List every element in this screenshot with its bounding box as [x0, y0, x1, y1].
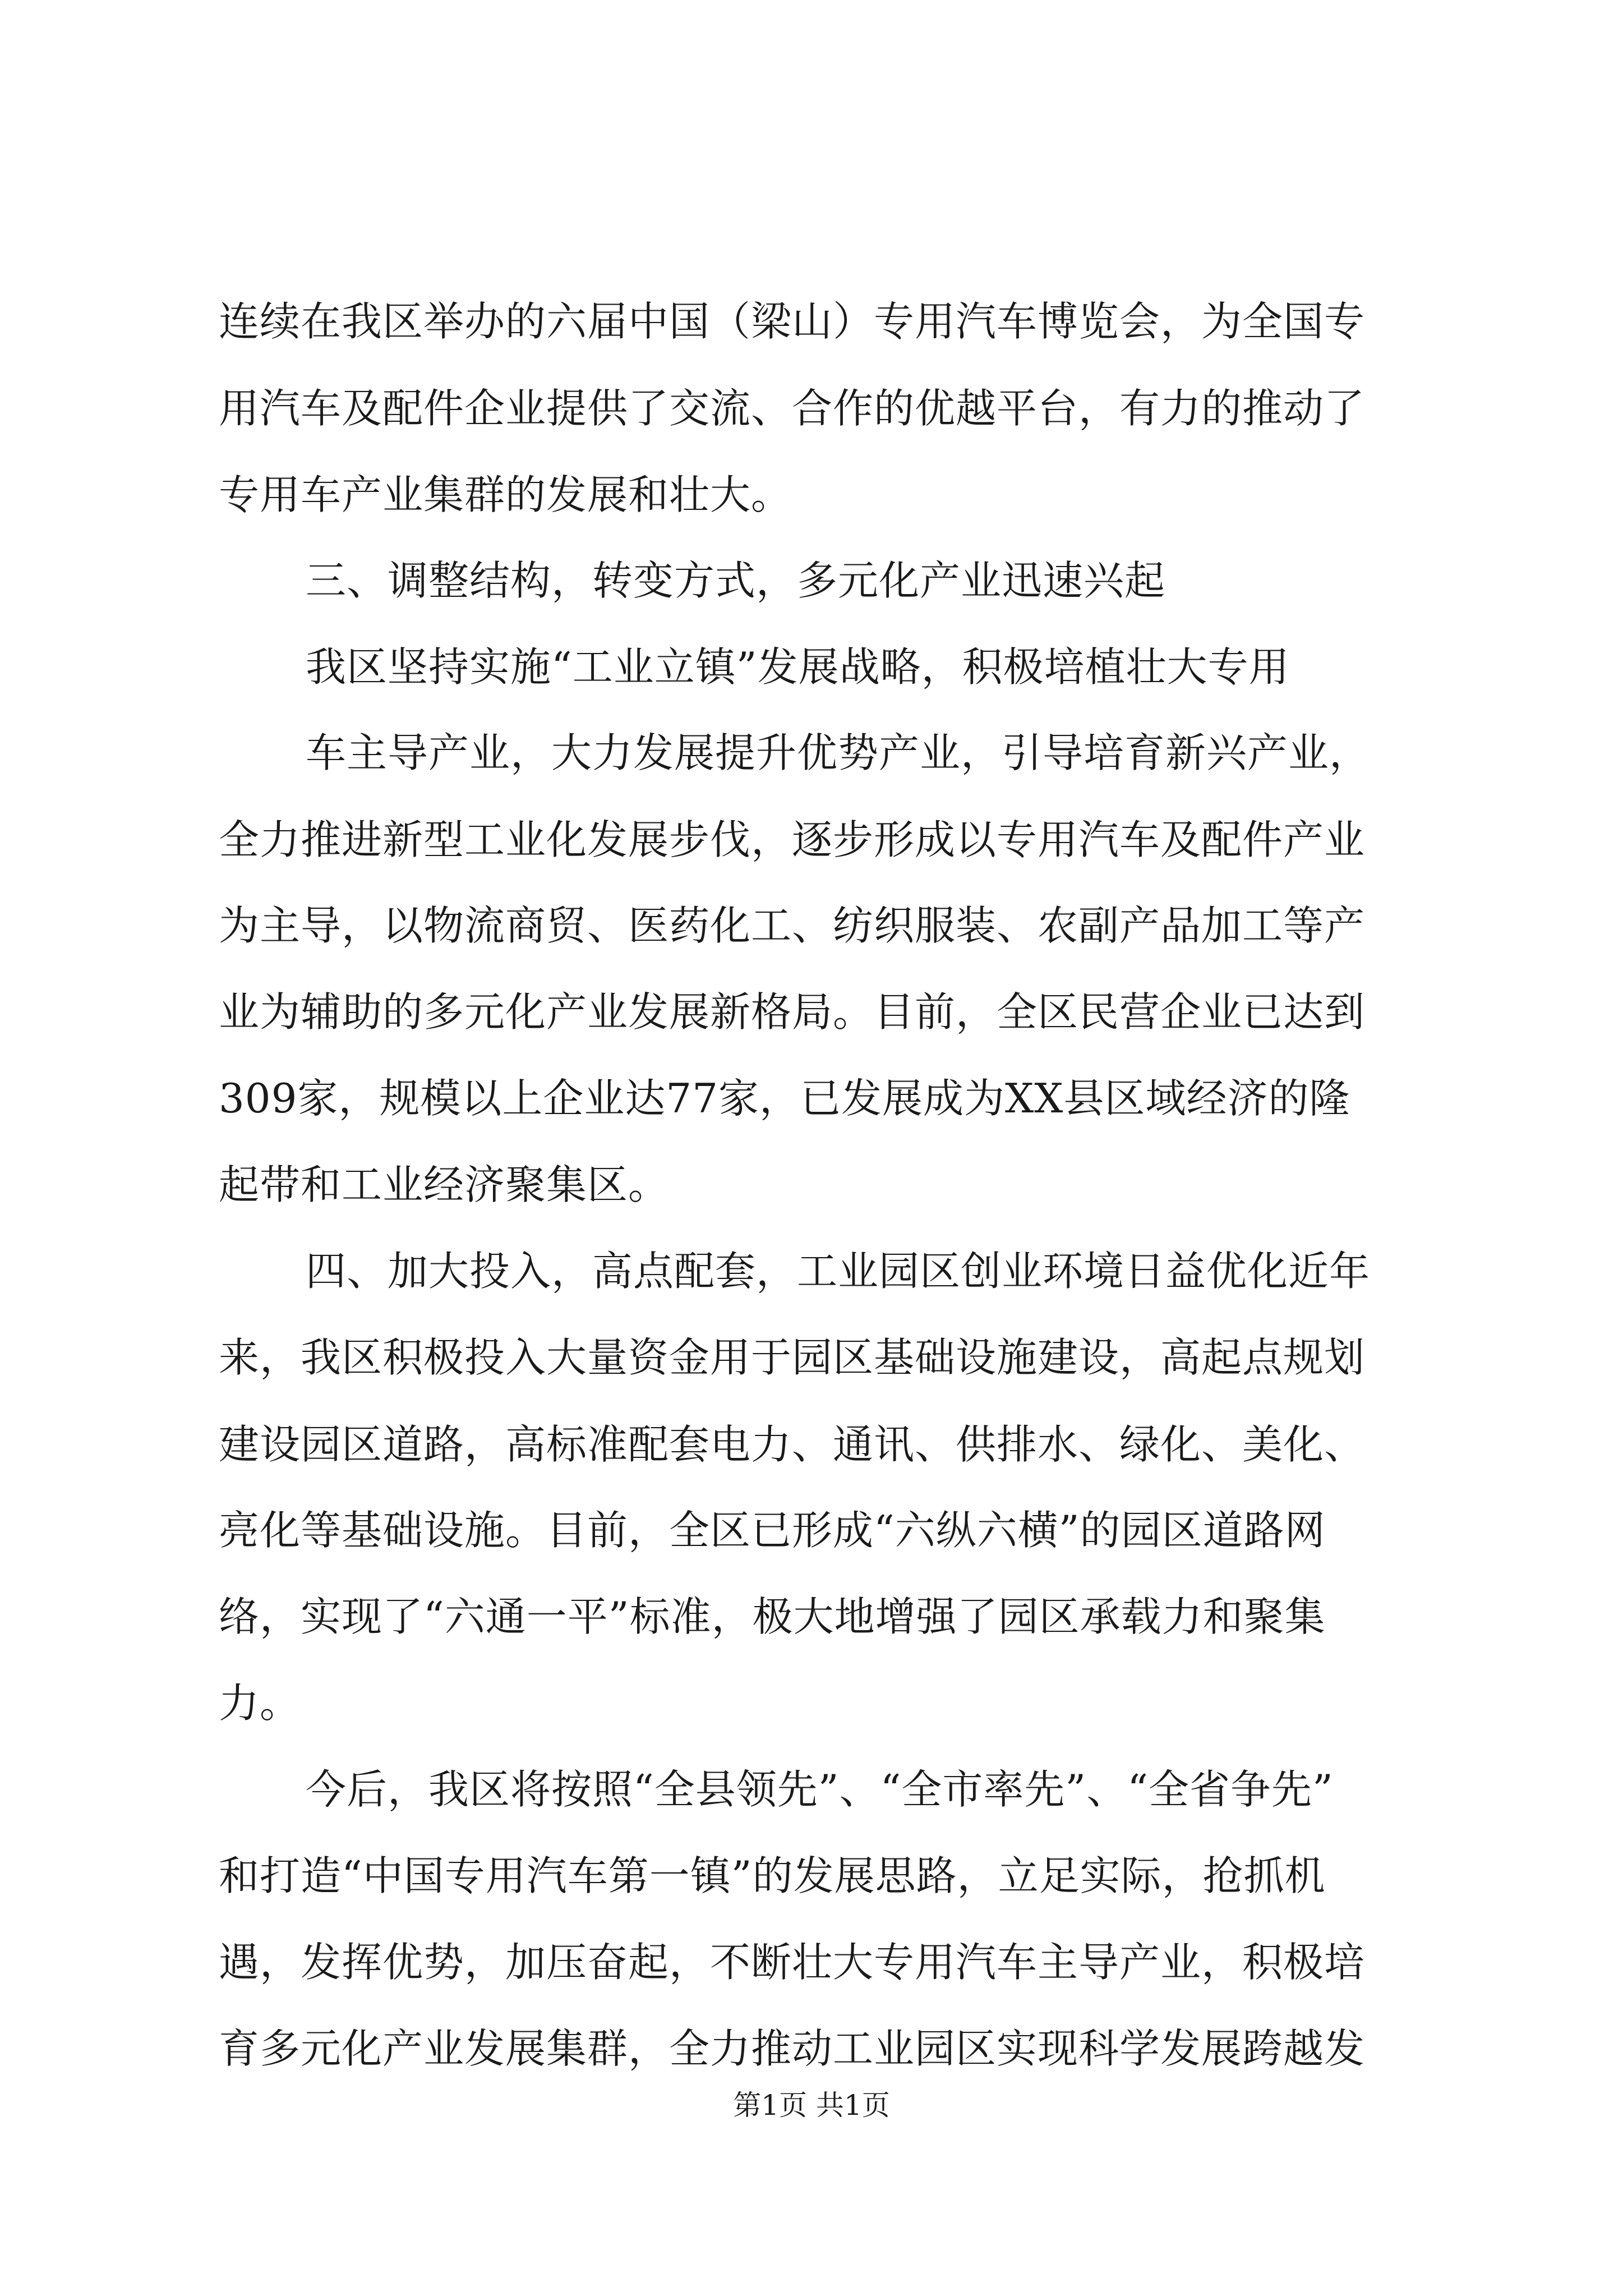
body-text-line: 全力推进新型工业化发展步伐，逐步形成以专用汽车及配件产业 — [219, 816, 1366, 863]
body-text-line: 建设园区道路，高标准配套电力、通讯、供排水、绿化、美化、 — [219, 1421, 1366, 1468]
body-text-line: 力。 — [219, 1680, 301, 1727]
section-heading: 四、加大投入，高点配套，工业园区创业环境日益优化近年 — [306, 1248, 1371, 1295]
body-text-line: 309家，规模以上企业达77家，已发展成为XX县区域经济的隆 — [219, 1075, 1350, 1122]
body-text-line: 车主导产业，大力发展提升优势产业，引导培育新兴产业， — [306, 729, 1371, 776]
body-text-line: 为主导，以物流商贸、医药化工、纺织服装、农副产品加工等产 — [219, 902, 1366, 949]
body-text-line: 和打造“中国专用汽车第一镇”的发展思路，立足实际，抢抓机 — [219, 1852, 1326, 1899]
body-text-line: 专用车产业集群的发展和壮大。 — [219, 471, 792, 518]
body-text-line: 来，我区积极投入大量资金用于园区基础设施建设，高起点规划 — [219, 1334, 1366, 1381]
section-heading: 三、调整结构，转变方式，多元化产业迅速兴起 — [306, 557, 1166, 604]
body-text-line: 遇，发挥优势，加压奋起，不断壮大专用汽车主导产业，积极培 — [219, 1939, 1366, 1986]
body-text-line: 今后，我区将按照“全县领先”、“全市率先”、“全省争先” — [306, 1766, 1334, 1813]
body-text-line: 亮化等基础设施。目前，全区已形成“六纵六横”的园区道路网 — [219, 1507, 1326, 1554]
body-text-line: 育多元化产业发展集群，全力推动工业园区实现科学发展跨越发 — [219, 2025, 1366, 2072]
body-text-line: 连续在我区举办的六届中国（梁山）专用汽车博览会，为全国专 — [219, 298, 1366, 345]
body-text-line: 业为辅助的多元化产业发展新格局。目前，全区民营企业已达到 — [219, 988, 1366, 1036]
page-number-footer: 第1页 共1页 — [733, 2089, 890, 2122]
body-text-line: 用汽车及配件企业提供了交流、合作的优越平台，有力的推动了 — [219, 385, 1366, 432]
body-text-line: 我区坚持实施“工业立镇”发展战略，积极培植壮大专用 — [306, 643, 1290, 691]
body-text-line: 起带和工业经济聚集区。 — [219, 1161, 670, 1208]
body-text-line: 络，实现了“六通一平”标准，极大地增强了园区承载力和聚集 — [219, 1593, 1326, 1640]
